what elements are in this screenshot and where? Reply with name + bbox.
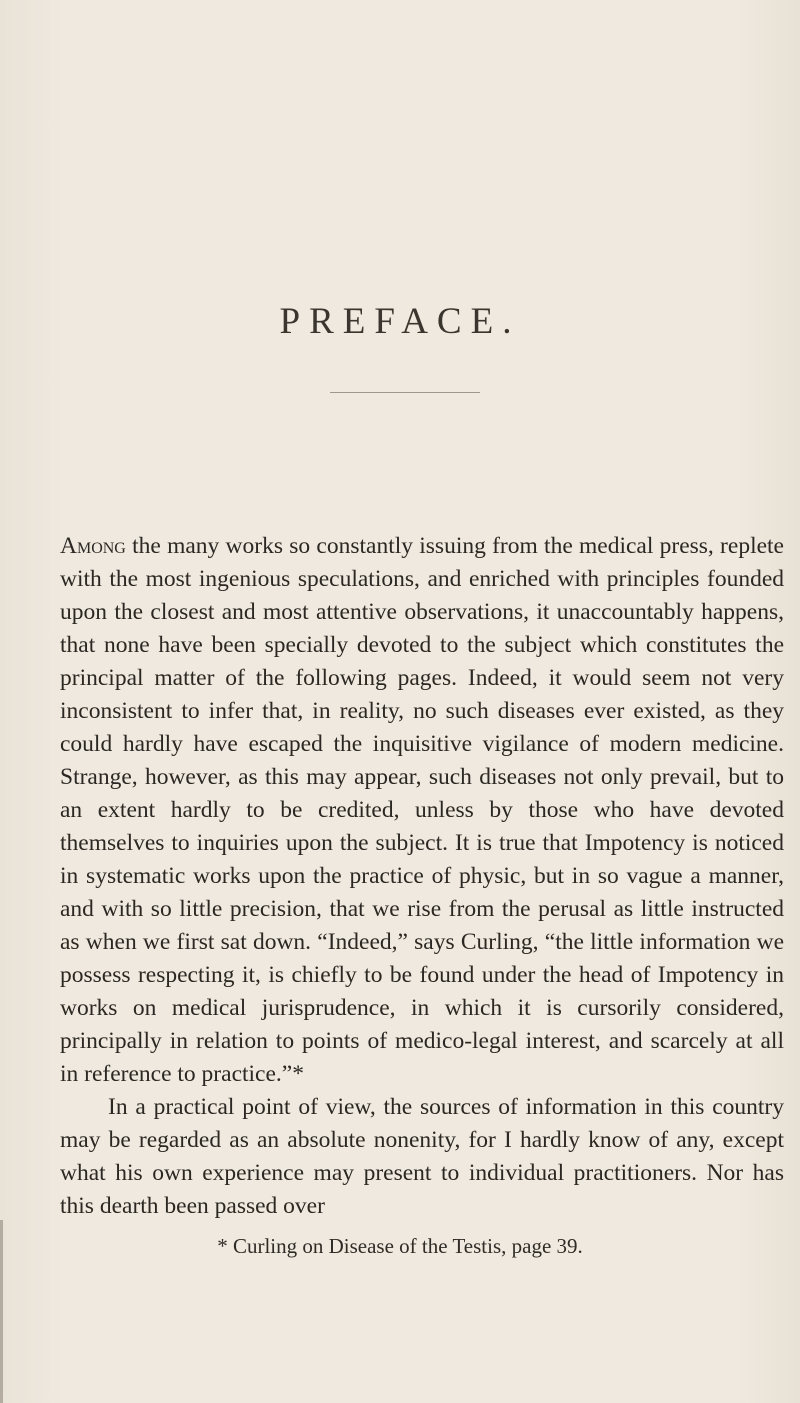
title-divider	[330, 392, 480, 393]
paragraph-1-text: the many works so constantly issuing from the medical press, replete with the most ingenious speculations, and enriched with principles founded upon the closest and most attentive observations, it unaccountably happens, that none have been specially devoted to the subject which constitutes the principal matter of the following pages. Indeed, it would seem not very inconsistent to infer that, in reality, no such diseases ever existed, as they could hardly have escaped the inquisitive vigilance of modern medicine. Strange, however, as this may appear, such diseases not only prevail, but to an extent hardly to be credited, unless by those who have devoted themselves to inquiries upon the subject. It is true that Impotency is noticed in systematic works upon the practice of physic, but in so vague a manner, and with so little precision, that we rise from the perusal as little instructed as when we first sat down. “Indeed,” says Curling, “the little information we possess respecting it, is chiefly to be found under the head of Impotency in works on medical jurisprudence, in which it is cursorily considered, principally in relation to points of medico-legal interest, and scarcely at all in reference to practice.”*	[60, 533, 784, 1087]
paragraph-1	[60, 530, 784, 1091]
page-title: PREFACE.	[279, 301, 521, 342]
page-edge-shadow	[0, 1220, 3, 1403]
paragraph-2: In a practical point of view, the sources of information in this country may be regarded as an absolute nonenity, for I hardly know of any, except what his own experience may present to individual practitioners. Nor has this dearth been passed over	[60, 1094, 784, 1219]
footnote: * Curling on Disease of the Testis, page 39.	[217, 1234, 583, 1258]
paragraph-lead-word: Among	[60, 533, 126, 559]
body-text	[60, 530, 784, 1223]
